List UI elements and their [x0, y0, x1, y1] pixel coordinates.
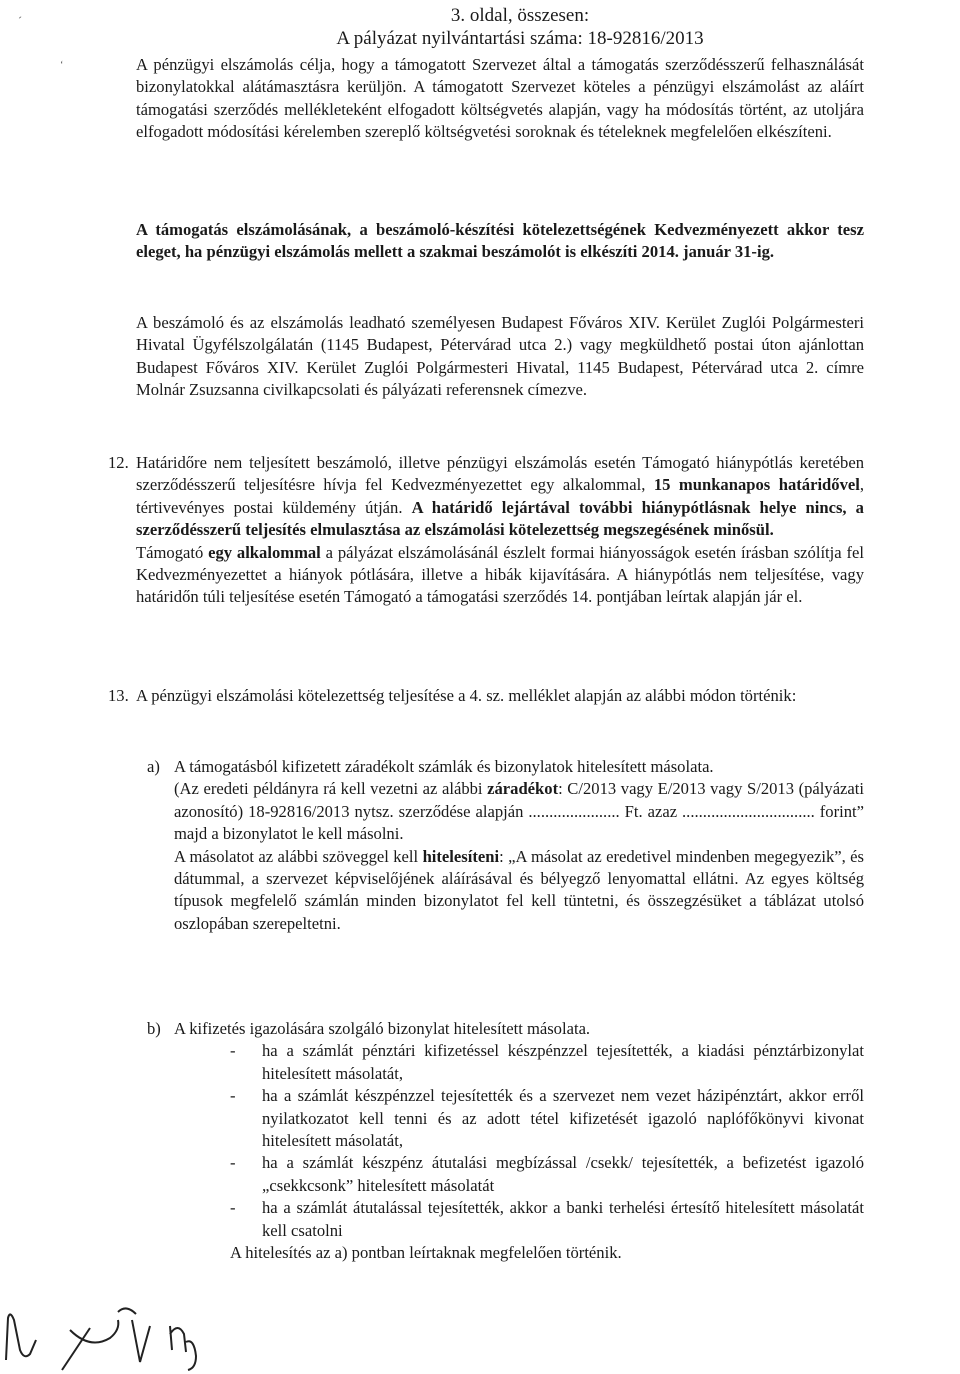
handwritten-initials — [0, 1290, 320, 1374]
item-a-clause — [174, 778, 864, 845]
bold-run: A határidő lejártával további hiánypótlásnak helye nincs, a szerződésszerű teljesítés elmulasztása az elszámolási kötelezettség megszegésének minősül. — [136, 497, 864, 540]
item-a — [174, 756, 864, 935]
item-a-certification — [174, 846, 864, 936]
list-item — [174, 1040, 864, 1085]
text-run: A másolatot az alábbi szöveggel kell — [174, 846, 423, 866]
dash-marker: - — [230, 1198, 236, 1218]
section-13-text — [136, 685, 864, 707]
bold-run: egy alkalommal — [208, 542, 321, 562]
text-run: : C/2013 vagy E/2013 vagy S/2013 (pályázati azonosító) 18-92816/2013 nytsz. szerződése alapján ...................... Ft. azaz ................................ forint” majd a bizonylatot le kell másolni. — [174, 779, 865, 844]
list-item — [174, 1197, 864, 1242]
section-number-12: 12. — [108, 453, 129, 472]
text-run: Támogató — [136, 542, 209, 562]
payment-proof-list — [174, 1040, 864, 1242]
registration-number: A pályázat nyilvántartási száma: 18-92816/2013 — [336, 28, 704, 49]
bold-run: 15 munkanapos határidővel — [653, 475, 860, 495]
initial-stroke — [118, 1308, 150, 1362]
list-item-text: ha a számlát készpénzzel tejesítették és a szervezet nem vezet házipénztárt, akkor erről nyilatkozatot kell tenni és az adott tétel kifizetését igazoló naplófőkönyvi kivonat hitelesített másolatát, — [262, 1086, 864, 1151]
text-run: A pénzügyi elszámolási kötelezettség teljesítése a 4. sz. melléklet alapján az alábbi módon történik: — [136, 686, 797, 705]
section-12-text-2 — [136, 542, 864, 609]
dash-marker: - — [230, 1153, 236, 1173]
paragraph-text: A beszámoló és az elszámolás leadható személyesen Budapest Főváros XIV. Kerület Zuglói Polgármesteri Hivatal Ügyfélszolgálatán (1145 Budapest, Pétervárad utca 2.) vagy megküldhető postai úton ajánlottan Budapest Főváros XIV. Kerület Zuglói Polgármesteri Hivatal, 1145 Budapest, Pétervárad utca 2. címre Molnár Zsuzsanna civilkapcsolati és pályázati referensnek címezve. — [136, 313, 864, 400]
section-12-text — [136, 452, 864, 542]
initial-stroke — [170, 1326, 196, 1370]
text-run: Határidőre nem teljesített beszámoló, illetve pénzügyi elszámolás esetén Támogató hiánypótlás keretében szerződésszerű teljesítésre hívja fel Kedvezményezettet egy alkalommal, — [136, 453, 864, 495]
section-12 — [136, 452, 864, 609]
page-counter: 3. oldal, összesen: — [450, 5, 590, 26]
list-item-text: ha a számlát pénztári kifizetéssel készpénzzel tejesítették, a kiadási pénztárbizonylat hitelesített másolatát, — [262, 1041, 864, 1083]
scan-mark: ˊ — [18, 14, 22, 28]
paragraph-text: A támogatás elszámolásának, a beszámoló-készítési kötelezettségének Kedvezményezett akkor tesz eleget, ha pénzügyi elszámolás mellett a szakmai beszámolót is elkészíti 2014. január 31-ig. — [136, 220, 864, 262]
dash-marker: - — [230, 1041, 236, 1061]
paragraph-purpose — [136, 54, 864, 144]
page-header — [0, 4, 960, 50]
bold-run: záradékot — [487, 779, 559, 799]
closing-text: A hitelesítés az a) pontban leírtaknak megfelelően történik. — [230, 1243, 622, 1262]
section-13 — [136, 685, 864, 707]
item-b-label: b) — [147, 1019, 161, 1038]
paragraph-deadline — [136, 219, 864, 264]
text-run: (Az eredeti példányra rá kell vezetni az alábbi — [174, 779, 488, 799]
text-run: , tértivevényes postai küldemény útján. — [136, 475, 865, 517]
list-item-text: ha a számlát készpénz átutalási megbízással /csekk/ tejesítették, a befizetést igazoló „csekkcsonk” hitelesített másolatát — [262, 1153, 864, 1195]
text-run: : „A másolat az eredetivel mindenben megegyezik”, és dátummal, a szervezet képviselőjének aláírásával és bélyegző lenyomattal ellátni. Az egyes költség típusok megfelelő számlán minden bizonylatot fel kell tüntetni, és összegzésüket a táblázat utolsó oszlopában szerepeltetni. — [174, 846, 864, 933]
section-number-13: 13. — [108, 686, 129, 705]
bold-run: hitelesíteni — [422, 846, 500, 866]
closing-note — [230, 1242, 864, 1264]
item-b-intro: A kifizetés igazolására szolgáló bizonylat hitelesített másolata. — [174, 1019, 591, 1038]
item-a-line: A támogatásból kifizetett záradékolt számlák és bizonylatok hitelesített másolata. — [174, 757, 714, 776]
list-item — [174, 1085, 864, 1152]
item-b — [174, 1018, 864, 1242]
paragraph-text: A pénzügyi elszámolás célja, hogy a támogatott Szervezet által a támogatás szerződésszerű felhasználását bizonylatokkal alátámasztásra kerüljön. A támogatott Szervezet köteles a pénzügyi elszámolást az aláírt támogatási szerződés mellékleteként elfogadott költségvetés alapján, vagy ha módosítás történt, az utoljára elfogadott módosítási kérelemben szereplő költségvetési soroknak és tételeknek megfelelően elkészíteni. — [136, 55, 864, 142]
initial-stroke — [6, 1314, 36, 1360]
item-a-label: a) — [147, 757, 160, 776]
dash-marker: - — [230, 1086, 236, 1106]
initial-stroke — [62, 1320, 118, 1370]
paragraph-submission — [136, 312, 864, 402]
scan-mark: ‘ — [60, 60, 64, 71]
list-item-text: ha a számlát átutalással tejesítették, akkor a banki terhelési értesítő hitelesített másolatát kell csatolni — [262, 1198, 864, 1240]
list-item — [174, 1152, 864, 1197]
text-run: a pályázat elszámolásánál észlelt formai hiányosságok esetén írásban szólítja fel Kedvezményezettet a hiányok pótlására, illetve a hibák kijavítására. A hiánypótlás nem teljesítése, vagy határidőn túli teljesítése esetén Támogató a támogatási szerződés 14. pontjában leírtak alapján jár el. — [136, 542, 864, 607]
